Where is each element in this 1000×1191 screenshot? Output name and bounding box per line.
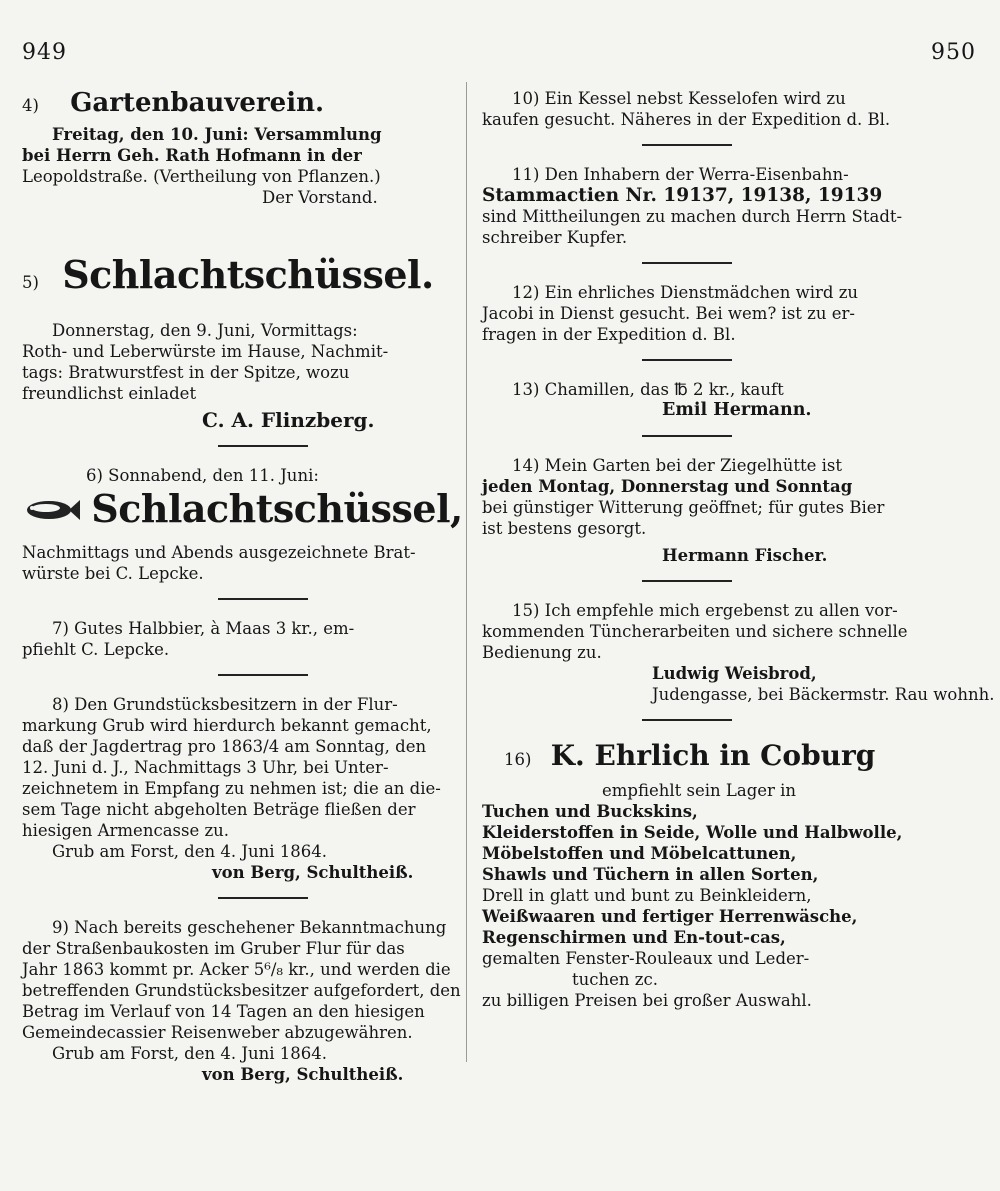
separator-rule <box>642 580 732 582</box>
ad-text-line: empfiehlt sein Lager in <box>602 781 797 800</box>
ad-number: 4) <box>22 96 39 115</box>
ad-14-garten <box>482 455 912 566</box>
ad-6-schlachtschuessel <box>22 465 463 584</box>
ad-text-line: Jacobi in Dienst gesucht. Bei wem? ist zu er- <box>482 304 855 323</box>
ad-9-strassenbaukosten <box>22 917 461 1085</box>
ad-text-line: Leopoldstraße. (Vertheilung von Pflanzen.) <box>22 167 381 186</box>
ad-text-line: fragen in der Expedition d. Bl. <box>482 325 736 344</box>
ad-number: 16) <box>504 750 532 769</box>
ad-16-ehrlich-coburg <box>482 739 912 1011</box>
ad-text-line: markung Grub wird hierdurch bekannt gemacht, <box>22 715 432 735</box>
ad-text-line: 7) Gutes Halbbier, à Maas 3 kr., em- <box>52 618 355 638</box>
ad-text-line: Stammactien Nr. 19137, 19138, 19139 <box>482 185 883 206</box>
ad-title: Schlachtschüssel. <box>62 252 434 297</box>
ad-address: Judengasse, bei Bäckermstr. Rau wohnh. <box>652 685 995 704</box>
ad-text-line: Regenschirmen und En-tout-cas, <box>482 928 786 947</box>
ad-title: K. Ehrlich in Coburg <box>550 739 876 772</box>
ad-text-line: pfiehlt C. Lepcke. <box>22 639 170 659</box>
separator-rule <box>218 445 308 447</box>
separator-rule <box>642 144 732 146</box>
column-separator <box>466 82 467 1062</box>
ad-text-line: 14) Mein Garten bei der Ziegelhütte ist <box>512 456 842 475</box>
ad-text-line: kaufen gesucht. Näheres in der Expedition d. Bl. <box>482 110 891 129</box>
ad-text-line: gemalten Fenster-Rouleaux und Leder- <box>482 949 810 968</box>
ad-number: 5) <box>22 273 39 292</box>
ad-text-line: hiesigen Armencasse zu. <box>22 820 230 840</box>
ad-title: Gartenbauverein. <box>70 88 325 118</box>
ad-text-line: 8) Den Grundstücksbesitzern in der Flur- <box>52 694 398 714</box>
ad-text-line: Nachmittags und Abends ausgezeichnete Brat- <box>22 542 416 562</box>
ad-text-line: schreiber Kupfer. <box>482 228 628 247</box>
ad-text-line: Kleiderstoffen in Seide, Wolle und Halbwolle, <box>482 823 903 842</box>
ad-text-line: bei günstiger Witterung geöffnet; für gutes Bier <box>482 498 885 517</box>
ad-text-line: 9) Nach bereits geschehener Bekanntmachung <box>52 917 447 937</box>
ad-text-line: der Straßenbaukosten im Gruber Flur für das <box>22 938 405 958</box>
separator-rule <box>642 719 732 721</box>
ad-title: Schlachtschüssel, <box>91 486 463 531</box>
ad-text-line: tuchen zc. <box>572 970 658 989</box>
ad-text-line: Freitag, den 10. Juni: Versammlung <box>52 125 382 144</box>
ad-text-line: Betrag im Verlauf von 14 Tagen an den hiesigen <box>22 1001 425 1021</box>
ad-text-line: kommenden Tüncherarbeiten und sichere schnelle <box>482 622 908 641</box>
ad-text-line: Grub am Forst, den 4. Juni 1864. <box>52 1043 327 1063</box>
separator-rule <box>642 435 732 437</box>
ad-11-werra-eisenbahn <box>482 164 912 248</box>
ad-text-line: Drell in glatt und bunt zu Beinkleidern, <box>482 886 812 905</box>
ad-text-line: 12. Juni d. J., Nachmittags 3 Uhr, bei Unter- <box>22 757 389 777</box>
ad-text-line: zeichnetem in Empfang zu nehmen ist; die an die- <box>22 778 441 798</box>
ad-text-line: Gemeindecassier Reisenweber abzugewähren. <box>22 1022 413 1042</box>
ad-text-line: bei Herrn Geh. Rath Hofmann in der <box>22 146 362 165</box>
ad-15-tuencherarbeiten <box>482 600 995 705</box>
ad-signature: Emil Hermann. <box>662 400 812 420</box>
ad-signature: von Berg, Schultheiß. <box>212 862 414 882</box>
ad-text-line: Donnerstag, den 9. Juni, Vormittags: <box>52 321 358 340</box>
ad-text-line: sem Tage nicht abgeholten Beträge fließen der <box>22 799 416 819</box>
ad-text-line: ist bestens gesorgt. <box>482 519 647 538</box>
ad-text-line: Weißwaaren und fertiger Herrenwäsche, <box>482 907 858 926</box>
ad-signature: von Berg, Schultheiß. <box>202 1064 404 1084</box>
ad-signature: Hermann Fischer. <box>662 546 828 565</box>
separator-rule <box>218 598 308 600</box>
ad-text-line: 12) Ein ehrliches Dienstmädchen wird zu <box>512 283 859 302</box>
ad-text-line: 13) Chamillen, das ℔ 2 kr., kauft <box>512 380 784 399</box>
fish-icon <box>22 494 80 542</box>
page-number-right: 950 <box>931 40 976 65</box>
left-column <box>22 82 463 1085</box>
ad-text-line: zu billigen Preisen bei großer Auswahl. <box>482 991 812 1010</box>
ad-8-jagdertrag <box>22 694 456 883</box>
ad-text-line: freundlichst einladet <box>22 384 197 403</box>
right-column <box>482 82 995 1011</box>
ad-text-line: betreffenden Grundstücksbesitzer aufgefordert, den <box>22 980 461 1000</box>
ad-text-line: würste bei C. Lepcke. <box>22 563 204 583</box>
ad-text-line: Shawls und Tüchern in allen Sorten, <box>482 865 819 884</box>
ad-text-line: 10) Ein Kessel nebst Kesselofen wird zu <box>512 89 846 108</box>
ad-text-line: tags: Bratwurstfest in der Spitze, wozu <box>22 363 350 382</box>
ad-text-line: 15) Ich empfehle mich ergebenst zu allen vor- <box>512 601 898 620</box>
separator-rule <box>218 674 308 676</box>
ad-text-line: jeden Montag, Donnerstag und Sonntag <box>482 477 853 496</box>
ad-text-line: Tuchen und Buckskins, <box>482 802 698 821</box>
separator-rule <box>218 897 308 899</box>
ad-7-halbbier <box>22 618 456 660</box>
ad-13-chamillen <box>482 379 912 421</box>
ad-text-line: Jahr 1863 kommt pr. Acker 5⁶/₈ kr., und werden die <box>22 959 451 979</box>
ad-text-line: Bedienung zu. <box>482 643 602 662</box>
ad-signature: Ludwig Weisbrod, <box>652 664 817 683</box>
page-number-left: 949 <box>22 40 67 65</box>
separator-rule <box>642 262 732 264</box>
ad-signature: C. A. Flinzberg. <box>202 408 375 432</box>
ad-text-line: sind Mittheilungen zu machen durch Herrn Stadt- <box>482 207 903 226</box>
separator-rule <box>642 359 732 361</box>
ad-text-line: 6) Sonnabend, den 11. Juni: <box>86 466 319 485</box>
ad-text-line: Roth- und Leberwürste im Hause, Nachmit- <box>22 342 389 361</box>
ad-12-dienstmaedchen <box>482 282 912 345</box>
ad-10-kessel <box>482 88 912 130</box>
ad-5-schlachtschuessel <box>22 252 456 431</box>
ad-text-line: Grub am Forst, den 4. Juni 1864. <box>52 841 327 861</box>
ad-text-line: 11) Den Inhabern der Werra-Eisenbahn- <box>512 165 849 184</box>
ad-signature: Der Vorstand. <box>262 188 378 207</box>
ad-4-gartenbauverein <box>22 86 456 208</box>
ad-text-line: Möbelstoffen und Möbelcattunen, <box>482 844 797 863</box>
ad-text-line: daß der Jagdertrag pro 1863/4 am Sonntag, den <box>22 736 427 756</box>
